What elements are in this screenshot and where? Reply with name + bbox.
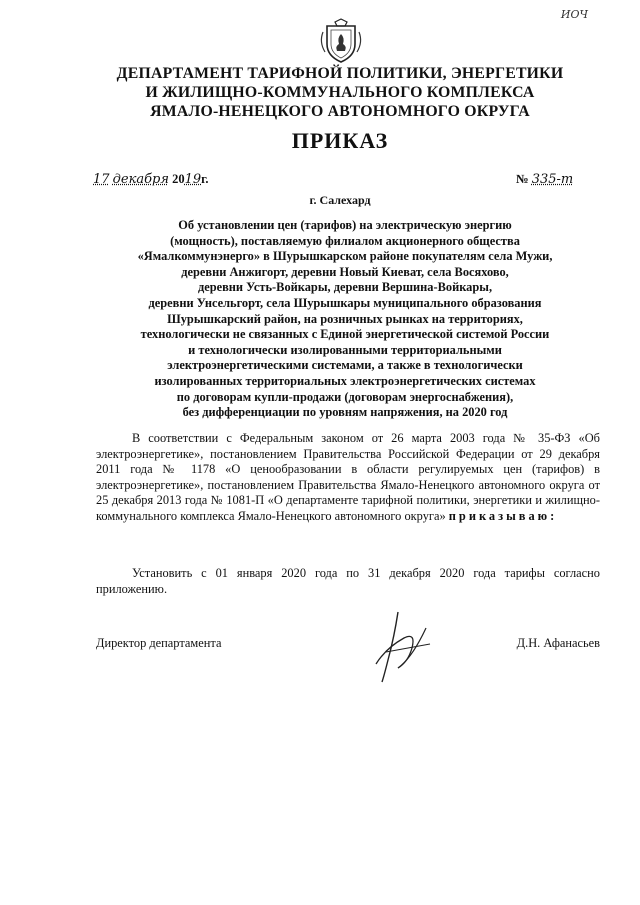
signer-name: Д.Н. Афанасьев [516,636,600,650]
number-label: № [516,172,529,186]
order-number [516,172,573,187]
subject-line: деревни Анжигорт, деревни Новый Киеват, села Восяхово, [181,264,509,279]
subject-line: изолированных территориальных электроэнергетических системах [154,373,536,388]
order-title: ПРИКАЗ [291,128,389,153]
subject-line: по договорам купли-продажи (договорам энергоснабжения), [176,389,514,404]
date-month: декабря [112,172,169,187]
date-year-prefix: 20 [172,172,185,186]
coat-of-arms-icon [317,18,365,66]
subject-line: Об установлении цен (тарифов) на электрическую энергию [178,218,512,232]
subject-line: «Ямалкоммунэнерго» в Шурышкарском районе покупателям села Мужи, [137,249,553,264]
handwritten-note: ИОЧ [560,8,588,21]
subject-line: технологически не связанных с Единой энергетической системой России [140,327,550,342]
order-word: приказываю: [448,508,558,523]
order-subject [90,218,600,421]
number-value: 335-т [531,172,574,187]
preamble-paragraph [96,431,600,524]
dept-title-line: ЯМАЛО-НЕНЕЦКОГО АВТОНОМНОГО ОКРУГА [150,103,530,120]
order-paragraph: Установить с 01 января 2020 года по 31 декабря 2020 года тарифы согласно приложению. [96,566,600,596]
date-year-suffix: 19 [184,172,202,187]
dept-title-line: И ЖИЛИЩНО-КОММУНАЛЬНОГО КОМПЛЕКСА [145,84,535,101]
subject-line: и технологически изолированными территориальными [188,342,502,357]
department-title [40,64,640,121]
date-day: 17 [93,172,110,187]
subject-line: деревни Унсельгорт, села Шурышкары муниципального образования [148,295,542,310]
signer-position: Директор департамента [96,636,222,650]
handwritten-signature-icon [368,608,438,686]
order-date [93,172,209,187]
subject-line: деревни Усть-Войкары, деревни Вершина-Войкары, [197,280,493,295]
subject-line: (мощность), поставляемую филиалом акционерного общества [170,233,520,248]
subject-line: без дифференциации по уровням напряжения, на 2020 год [182,405,508,420]
date-year-unit: г. [201,172,209,186]
dept-title-line: ДЕПАРТАМЕНТ ТАРИФНОЙ ПОЛИТИКИ, ЭНЕРГЕТИКИ [116,65,564,82]
city: г. Салехард [309,193,371,207]
subject-line: Шурышкарский район, на розничных рынках на территориях, [167,311,523,326]
preamble-text: В соответствии с Федеральным законом от 26 марта 2003 года № 35-ФЗ «Об электроэнергетике», постановлением Правительства Российской Федерации от 29 декабря 2011 года № 1178 «О ценообразовании в области регулируемых цен (тарифов) в электроэнергетике», постановлением Правительства Ямало-Ненецкого автономного округа от 25 декабря 2013 года № 1081-П «О департаменте тарифной политики, энергетики и жилищно-коммунального комплекса Ямало-Ненецкого автономного округа» [96,431,600,523]
subject-line: электроэнергетическими системами, а также в технологически [167,358,523,373]
